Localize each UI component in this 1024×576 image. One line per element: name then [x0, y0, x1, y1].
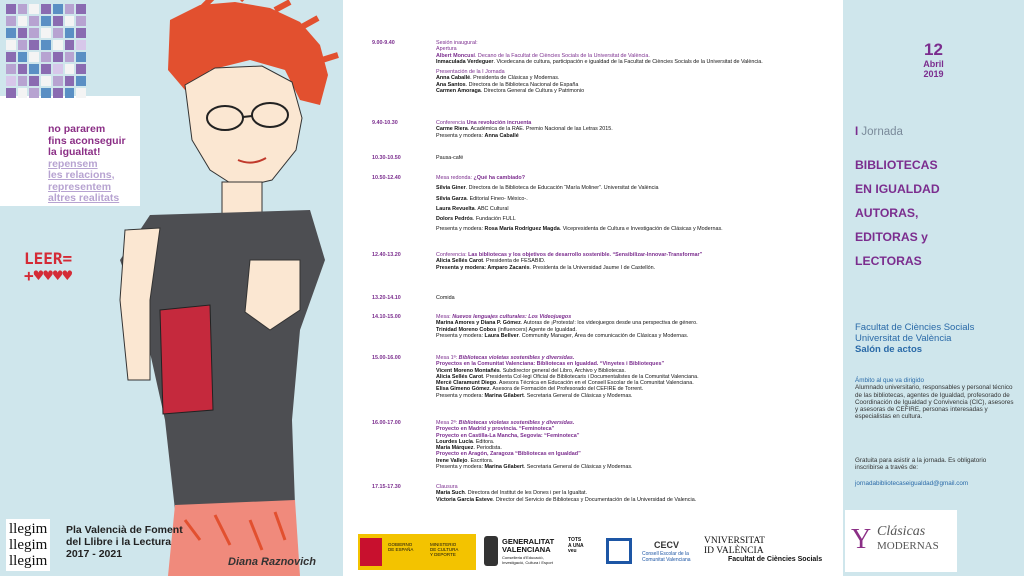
line-text: Presenta y modera:: [436, 392, 485, 399]
slot-time: 9.00-9.40: [372, 40, 395, 46]
line-text: Presenta y modera:: [436, 132, 485, 139]
line-text: Presenta y modera:: [436, 332, 485, 339]
line-text: Presenta y modera:: [436, 464, 485, 471]
speaker-name: Lourdes Lucía: [436, 438, 473, 445]
red-book: [160, 305, 213, 414]
slot-content: [436, 40, 838, 94]
slot-line: [436, 393, 838, 399]
line-text: . Presidenta de la Universidad Jaume I de Castellón.: [529, 264, 656, 271]
slogan-line: altres realitats: [48, 192, 120, 204]
slogan-line: fins aconseguir: [48, 134, 126, 147]
speaker-name: Mercè Claramunt Diego: [436, 380, 497, 387]
pla-line: 2017 - 2021: [66, 548, 123, 560]
highlight-text: Bibliotecas violetas sostenibles y diversidas.: [458, 355, 575, 361]
slot-line: [436, 155, 838, 161]
speaker-name: Elisa Gimeno Gómez: [436, 386, 490, 393]
uv-faculty: Facultat de Ciències Socials: [728, 556, 823, 563]
llegim-line: llegim: [9, 521, 48, 537]
line-text: Proyectos en la Comunitat Valenciana: Bibliotecas en Igualdad. “Vinyetes i Biblioteques”: [436, 361, 665, 368]
schedule-slot: [372, 355, 838, 399]
min-line: MINISTERIO: [430, 542, 457, 547]
schedule-slot: [372, 314, 838, 339]
coat-of-arms-icon: [360, 538, 382, 566]
highlight-text: Marina Gilabert: [484, 464, 524, 471]
gva-title-line: GENERALITAT: [502, 537, 555, 546]
slot-content: [436, 120, 838, 139]
tots-line: A UNA: [568, 542, 584, 549]
uv-title-line: VNIVERSITAT: [704, 536, 765, 546]
slot-content: [436, 155, 838, 161]
slogan-line: representem: [48, 180, 112, 193]
line-text: . Director del Servicio de Bibliotecas y Documentación de la Universidad de Valencia.: [492, 496, 697, 503]
line-text: Conferencia:: [436, 252, 469, 258]
line-text: Mesa 2ª:: [436, 420, 459, 426]
line-text: Mesa redonda:: [436, 175, 474, 181]
speaker-name: Alicia Sellés Carot: [436, 373, 484, 380]
tots-a-una-veu: [568, 538, 584, 555]
info-panel: [843, 0, 1024, 576]
slot-time: 15.00-16.00: [372, 355, 401, 361]
line-text: . Directora de la Biblioteca Nacional de España: [465, 81, 579, 88]
line-text: . Presidenta Col·legi Oficial de Bibliotecaris i Documentalistes de la Comunitat Valenciana.: [483, 373, 699, 380]
slogan-line: les relacions,: [48, 169, 115, 181]
llegim-line: llegim: [9, 537, 48, 553]
slot-content: [436, 355, 838, 399]
slot-time: 16.00-17.00: [372, 420, 401, 426]
highlight-text: ¿Qué ha cambiado?: [473, 175, 525, 181]
line-tail: . Vicepresidenta de Cultura e Investigación de Clásicas y Modernas.: [559, 226, 723, 233]
artist-signature: Diana Raznovich: [228, 556, 317, 568]
line-text: . Decano de la Facultat de Ciències Socials de la Universitat de València.: [474, 52, 650, 59]
title-line: AUTORAS,: [855, 206, 919, 220]
speaker-name: Presenta y modera: Amparo Zacarés: [436, 264, 530, 271]
tots-line: veu: [568, 548, 577, 554]
venue: [855, 322, 974, 355]
title-line: EN IGUALDAD: [855, 182, 940, 196]
gob-line: GOBIERNO: [388, 542, 413, 547]
slot-content: [436, 295, 838, 301]
slot-time: 10.50-12.40: [372, 175, 401, 181]
title-line: LECTORAS: [855, 254, 922, 268]
line-text: . Editora.: [472, 438, 495, 445]
uv-title: [704, 536, 765, 556]
slot-time: 17.15-17.30: [372, 484, 401, 490]
speaker-name: María Such: [436, 490, 465, 497]
schedule-slot: [372, 120, 838, 139]
line-text: . Directora de la Biblioteca de Educación “María Moliner”. Universitat de València: [465, 185, 659, 192]
jornada-numeral: I: [855, 126, 859, 138]
woman-reading-illustration: [0, 0, 343, 576]
audience-heading: Ámbito al que va dirigido: [855, 377, 924, 384]
cecv-title: CECV: [654, 540, 680, 550]
speaker-name: Marina Amores y Diana P. Gómez: [436, 320, 521, 327]
gva-title-line: VALENCIANA: [502, 545, 551, 554]
highlight-text: Marina Gilabert: [484, 392, 524, 399]
line-text: Presentación de la I Jornada: [436, 69, 505, 76]
slogan-line: la igualtat!: [48, 146, 101, 158]
gobierno-text: [388, 542, 413, 552]
clasicas-modernas-logo: [845, 510, 957, 572]
ministerio-text: [430, 542, 458, 557]
slot-line: [436, 226, 838, 232]
modernas-word: MODERNAS: [877, 540, 939, 552]
venue-line: Universitat de València: [855, 333, 952, 344]
line-text: . Asesora de Formación del Profesorado del CEFIRE de Torrent.: [489, 386, 644, 393]
slot-content: [436, 175, 838, 233]
schedule-slot: [372, 295, 838, 301]
highlight-text: Nuevos lenguajes culturales: Los Videojuegos: [452, 314, 572, 320]
line-text: . Académica de la RAE. Premio Nacional de las Letras 2015.: [467, 126, 613, 133]
clasicas-y: Y: [851, 524, 872, 555]
pla-line: del Llibre i la Lectura: [66, 536, 172, 548]
slot-line: [436, 295, 838, 301]
speaker-name: Irene Vallejo: [436, 457, 468, 464]
line-text: Apertura: [436, 46, 457, 53]
slogan-line: no pararem: [48, 123, 106, 135]
speaker-name: Trinidad Moreno Cobos: [436, 326, 497, 333]
highlight-text: Anna Caballé: [484, 132, 519, 139]
line-text: . Editorial Fineo- México-.: [466, 195, 528, 202]
gva-sub-line: Conselleria d'Educació,: [502, 555, 544, 560]
speaker-name: Silvia Garza: [436, 195, 467, 202]
line-text: Proyecto en Castilla-La Mancha, Segovia: “Feminoteca”: [436, 432, 580, 439]
gob-line: DE ESPAÑA: [388, 547, 414, 552]
line-tail: . Secretaria General de Clásicas y Modernas.: [523, 392, 633, 399]
line-text: Sesión inaugural:: [436, 40, 478, 46]
highlight-text: Una revolución incruenta: [466, 120, 532, 126]
universitat-valencia-logo: [704, 534, 834, 570]
cecv-sub: [642, 552, 691, 563]
slot-time: 13.20-14.10: [372, 295, 401, 301]
line-text: . Subdirector general del Libro, Archivo y Bibliotecas.: [499, 367, 626, 374]
date-month: Abril: [923, 59, 944, 69]
audience-info: [855, 377, 1015, 421]
line-text: Mesa:: [436, 314, 453, 320]
line-text: (influencers) Agente de Igualdad.: [496, 326, 577, 333]
cecv-logo: [606, 536, 696, 570]
speaker-name: Albert Moncusí: [436, 52, 475, 59]
line-text: Proyecto en Madrid y provincia. “Feminoteca”: [436, 426, 555, 433]
highlight-text: Rosa María Rodríguez Magda: [484, 226, 560, 233]
generalitat-emblem-icon: [484, 536, 498, 566]
line-text: . ABC Cultural: [474, 205, 509, 212]
line-text: . Directora General de Cultura y Patrimonio: [480, 88, 585, 95]
line-text: . Presidenta de FESABID.: [483, 258, 546, 265]
gva-sub-line: Investigació, Cultura i Esport: [502, 559, 553, 565]
pla-valencia-text: [66, 524, 183, 560]
slot-line: [436, 464, 838, 470]
jornada-word: Jornada: [858, 126, 903, 138]
min-line: DE CULTURA: [430, 547, 459, 552]
schedule-slot: [372, 484, 838, 503]
speaker-name: María Márquez: [436, 445, 474, 452]
line-text: . Autoras de ¡Protesta!: los videojuegos desde una perspectiva de género.: [520, 320, 698, 327]
slot-content: [436, 314, 838, 339]
slot-line: [436, 133, 838, 139]
line-text: Comida: [436, 295, 455, 301]
speaker-name: Vicent Moreno Montañés: [436, 367, 500, 374]
registration-info: Gratuita para asistir a la jornada. Es obligatorio inscribirse a través de:: [855, 457, 987, 472]
speaker-name: Victoria García Esteve: [436, 496, 493, 503]
slot-time: 12.40-13.20: [372, 252, 401, 258]
event-title: [855, 153, 940, 273]
slot-line: [436, 497, 838, 503]
line-tail: . Community Manager, Área de comunicación de Clásicas y Modernas.: [518, 332, 689, 339]
gva-title: [502, 538, 554, 554]
generalitat-valenciana-logo: [484, 534, 594, 570]
schedule-slot: [372, 40, 838, 94]
slot-time: 9.40-10.30: [372, 120, 398, 126]
cecv-square-icon: [606, 538, 632, 564]
highlight-text: Las bibliotecas y los objetivos de desarrollo sostenible. “Sensibilizar-Innovar-Transformar”: [468, 252, 703, 258]
slot-time: 10.30-10.50: [372, 155, 401, 161]
leer-line-1: LEER=: [24, 249, 73, 268]
slogan-line: repensem: [48, 157, 98, 170]
speaker-name: Carmen Amoraga: [436, 88, 481, 95]
line-text: . Fundación FULL: [472, 216, 516, 223]
audience-text: Alumnado universitario, responsables y personal técnico de las bibliotecas, agentes de Igualdad, profesorado de Coordinación de Igualdad y Convivencia (CIC), asesores y asesoras de CEFIRE, personas interesadas y especialistas en cultura.: [855, 384, 1014, 421]
speaker-name: Ana Santos: [436, 81, 466, 88]
min-line: Y DEPORTE: [430, 552, 456, 557]
leer-motto: [24, 250, 72, 284]
event-date: [843, 40, 1024, 79]
line-text: Clausura: [436, 484, 458, 490]
highlight-text: Laura Bellver: [484, 332, 519, 339]
slot-time: 14.10-15.00: [372, 314, 401, 320]
speaker-name: Anna Caballé: [436, 75, 471, 82]
title-line: EDITORAS y: [855, 230, 928, 244]
highlight-text: Bibliotecas violetas sostenibles y diversidas.: [458, 420, 575, 426]
slot-line: [436, 333, 838, 339]
line-text: . Presidenta de Clásicas y Modernas.: [470, 75, 560, 82]
speaker-name: Inmaculada Verdeguer: [436, 58, 494, 65]
date-year: 2019: [923, 69, 944, 79]
registration-email-link[interactable]: jornadabibliotecaseigualdad@gmail.com: [855, 480, 969, 487]
llegim-logo: [6, 519, 50, 571]
line-text: . Vicedecana de cultura, participación e igualdad de la Facultat de Ciències Socials de la Universitat de València.: [493, 58, 763, 65]
line-text: Conferencia: [436, 120, 467, 126]
leer-line-2: +♥♥♥♥: [24, 266, 73, 285]
schedule-slot: [372, 420, 838, 470]
line-text: . Asesora Técnica en Educación en el Consell Escolar de la Comunitat Valenciana.: [496, 380, 694, 387]
line-text: Pausa-café: [436, 155, 464, 161]
slot-line: [436, 88, 838, 94]
line-text: Mesa 1ª:: [436, 355, 459, 361]
speaker-name: Carme Riera: [436, 126, 468, 133]
gobierno-espana-logo: [358, 534, 476, 570]
face-shape: [185, 66, 302, 188]
cecv-sub-line: Comunitat Valenciana: [642, 556, 691, 563]
slot-content: [436, 420, 838, 470]
illustration-panel: [0, 0, 343, 576]
line-text: . Directora del Institut de les Dones i per la Igualtat.: [464, 490, 588, 497]
line-text: Presenta y modera:: [436, 226, 485, 233]
slot-content: [436, 252, 838, 271]
tots-line: TOTS: [568, 537, 582, 543]
speaker-name: Silvia Giner: [436, 185, 466, 192]
speaker-name: Dolors Pedrós: [436, 216, 473, 223]
slogan-text: [48, 124, 148, 205]
jornada-heading: [855, 126, 903, 138]
pla-line: Pla Valencià de Foment: [66, 524, 183, 536]
gva-sub: [502, 556, 553, 565]
schedule-slot: [372, 155, 838, 161]
slot-line: [436, 265, 838, 271]
line-tail: . Secretaria General de Clásicas y Modernas.: [523, 464, 633, 471]
line-text: . Escritora.: [467, 457, 494, 464]
line-text: . Periodista.: [473, 445, 502, 452]
venue-room: Salón de actos: [855, 344, 923, 355]
venue-line: Facultat de Ciències Socials: [855, 322, 975, 333]
cecv-sub-line: Consell Escolar de la: [642, 551, 689, 557]
date-day: 12: [924, 40, 943, 59]
title-line: BIBLIOTECAS: [855, 158, 938, 172]
slot-content: [436, 484, 838, 503]
speaker-name: Laura Revuelta: [436, 205, 475, 212]
line-text: Proyecto en Aragón, Zaragoza “Bibliotecas en Igualdad”: [436, 451, 581, 458]
llegim-line: llegim: [9, 553, 48, 569]
clasicas-word: Clásicas: [877, 524, 926, 539]
schedule-slot: [372, 252, 838, 271]
schedule-slot: [372, 175, 838, 233]
uv-title-line: ID VALÈNCIA: [704, 546, 764, 556]
speaker-name: Alicia Sellés Carot: [436, 258, 484, 265]
